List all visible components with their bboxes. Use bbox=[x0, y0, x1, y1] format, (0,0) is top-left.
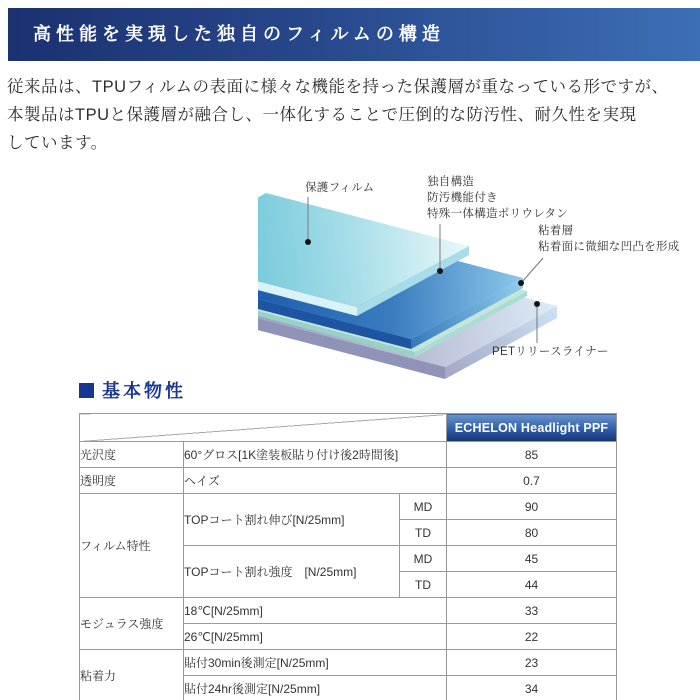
label-unique-structure-line-3: 特殊一体構造ポリウレタン bbox=[427, 208, 569, 220]
intro-line-1: 従来品は、TPUフィルムの表面に様々な機能を持った保護層が重なっている形ですが、 bbox=[7, 78, 669, 96]
row-value: 44 bbox=[447, 572, 617, 598]
row-value: 85 bbox=[447, 442, 617, 468]
row-value: 22 bbox=[447, 624, 617, 650]
row-value: 90 bbox=[447, 494, 617, 520]
leader-line-adhesive bbox=[522, 258, 543, 282]
row-group-label: フィルム特性 bbox=[80, 494, 184, 598]
row-value: 0.7 bbox=[447, 468, 617, 494]
table-row-gloss bbox=[80, 442, 617, 468]
row-value: 80 bbox=[447, 520, 617, 546]
row-test-label: ヘイズ bbox=[184, 468, 447, 494]
label-pet-liner: PETリリースライナー bbox=[492, 346, 609, 358]
table-header-row bbox=[80, 414, 617, 442]
row-direction-label: MD bbox=[400, 546, 447, 572]
row-group-label: 透明度 bbox=[80, 468, 184, 494]
label-adhesive bbox=[538, 223, 680, 255]
row-test-label: 60°グロス[1K塗装板貼り付け後2時間後] bbox=[184, 442, 447, 468]
row-direction-label: TD bbox=[400, 520, 447, 546]
label-adhesive-line-1: 粘着層 bbox=[538, 225, 574, 237]
callout-dot-unique-structure bbox=[437, 268, 443, 274]
row-test-label: 18℃[N/25mm] bbox=[184, 598, 447, 624]
properties-table bbox=[79, 413, 617, 700]
callout-dot-adhesive bbox=[518, 280, 524, 286]
table-corner-cell bbox=[80, 414, 447, 442]
callout-dot-liner bbox=[534, 301, 540, 307]
row-direction-label: TD bbox=[400, 572, 447, 598]
callout-dot-protective-film bbox=[305, 239, 311, 245]
row-direction-label: MD bbox=[400, 494, 447, 520]
row-test-label: 貼付24hr後測定[N/25mm] bbox=[184, 676, 447, 700]
row-group-label: 光沢度 bbox=[80, 442, 184, 468]
page-title: 高性能を実現した独自のフィルムの構造 bbox=[33, 24, 445, 44]
row-test-label: 貼付30min後測定[N/25mm] bbox=[184, 650, 447, 676]
row-group-label: モジュラス強度 bbox=[80, 598, 184, 650]
label-adhesive-line-2: 粘着面に微細な凹凸を形成 bbox=[538, 241, 680, 253]
section-heading bbox=[79, 377, 186, 403]
label-unique-structure bbox=[427, 174, 568, 222]
row-value: 45 bbox=[447, 546, 617, 572]
row-test-label: 26℃[N/25mm] bbox=[184, 624, 447, 650]
intro-line-2: 本製品はTPUと保護層が融合し、一体化することで圧倒的な防汚性、耐久性を実現 bbox=[7, 106, 637, 124]
intro-line-3: しています。 bbox=[7, 134, 108, 152]
label-protective-film: 保護フィルム bbox=[305, 182, 375, 194]
table-row-modulus-18 bbox=[80, 598, 617, 624]
table-row-elongation-md bbox=[80, 494, 617, 520]
row-test-label: TOPコート割れ強度 [N/25mm] bbox=[184, 546, 400, 598]
row-test-label: TOPコート割れ伸び[N/25mm] bbox=[184, 494, 400, 546]
table-row-adhesion-30min bbox=[80, 650, 617, 676]
row-value: 23 bbox=[447, 650, 617, 676]
row-value: 34 bbox=[447, 676, 617, 700]
section-title: 基本物性 bbox=[102, 381, 186, 401]
label-unique-structure-line-2: 防汚機能付き bbox=[427, 192, 498, 204]
product-column-header: ECHELON Headlight PPF bbox=[447, 414, 617, 442]
label-unique-structure-line-1: 独自構造 bbox=[427, 176, 475, 188]
row-group-label: 粘着力 bbox=[80, 650, 184, 700]
table-row-haze bbox=[80, 468, 617, 494]
section-bullet-square bbox=[79, 383, 94, 398]
row-value: 33 bbox=[447, 598, 617, 624]
